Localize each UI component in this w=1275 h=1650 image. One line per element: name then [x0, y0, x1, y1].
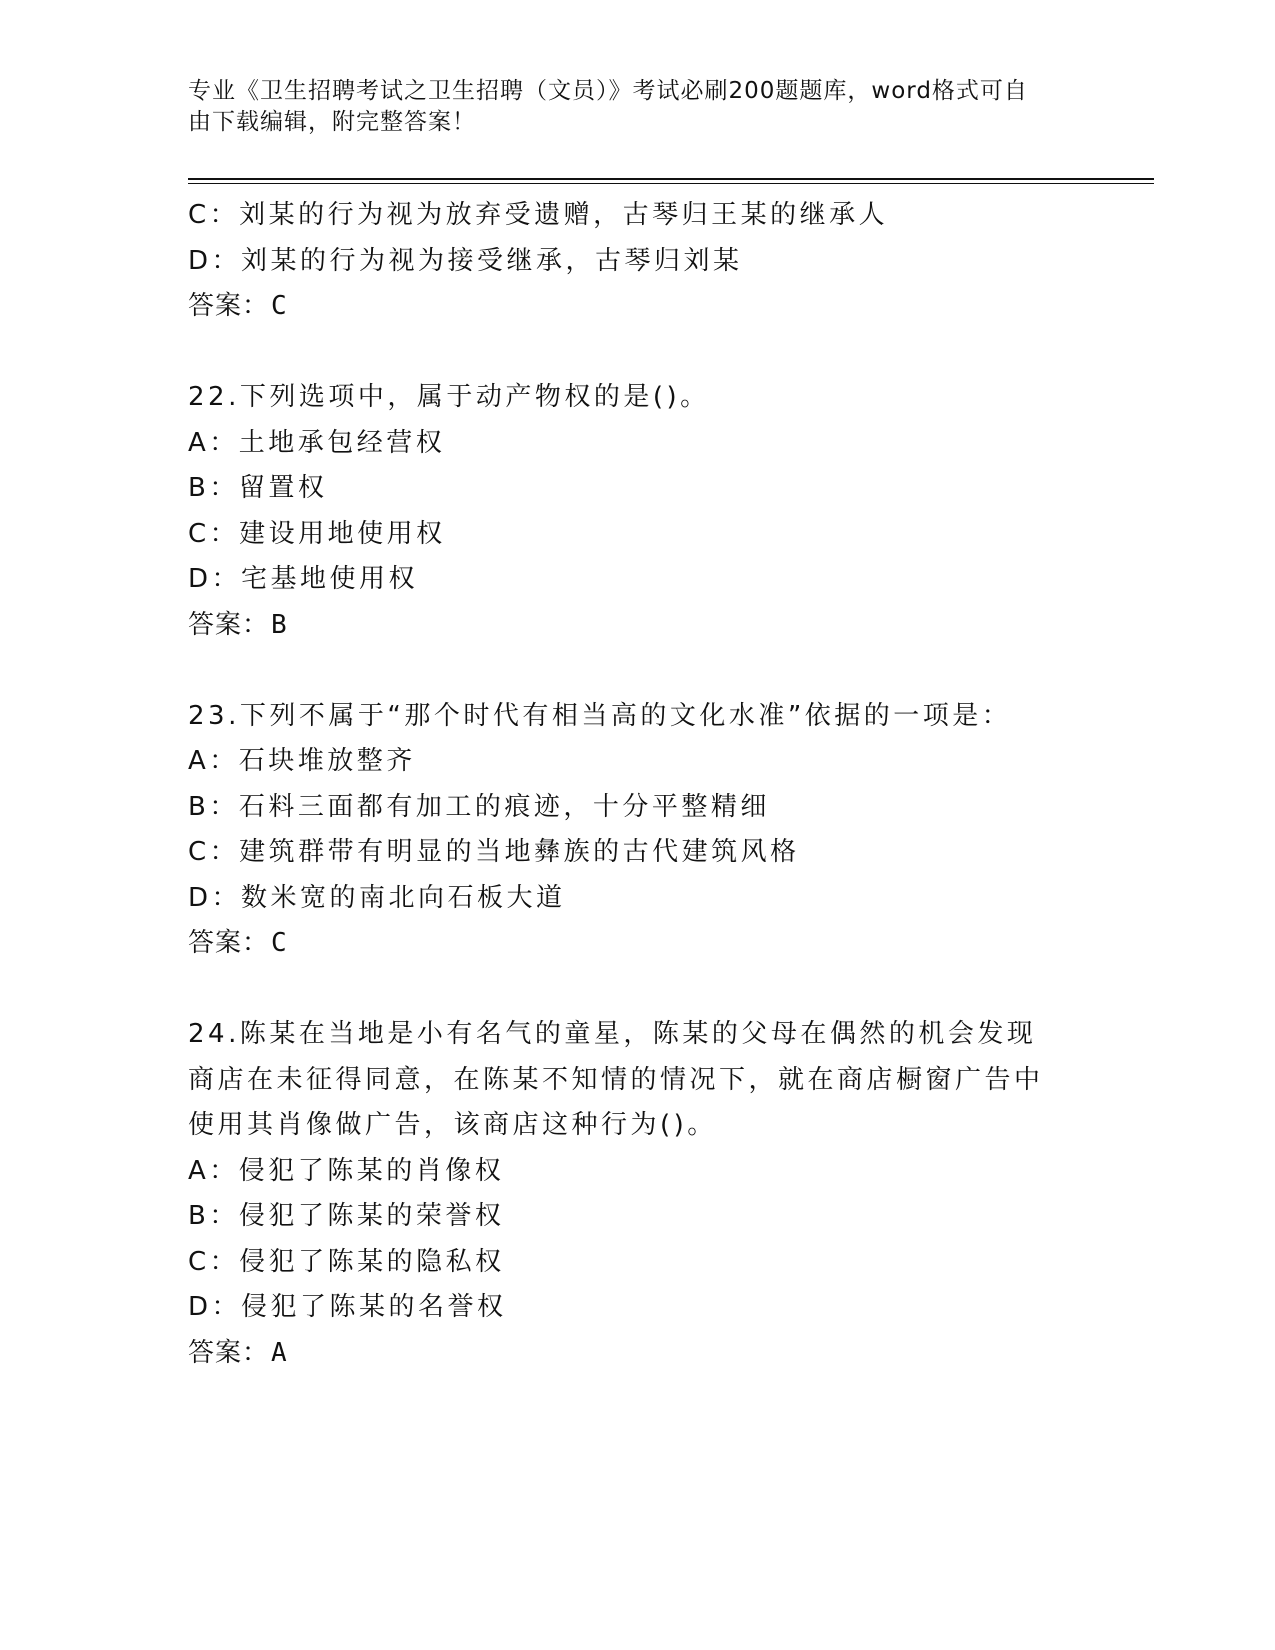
answer-value: C: [271, 291, 288, 321]
option-d: D：宅基地使用权: [188, 564, 419, 594]
answer-value: A: [271, 1337, 288, 1368]
question-24: [188, 1012, 1088, 1376]
question-23: [188, 694, 1088, 967]
answer-label: 答案：: [188, 291, 270, 321]
option-a: A：土地承包经营权: [188, 427, 446, 458]
option-d: D：数米宽的南北向石板大道: [188, 882, 566, 913]
spacer: [188, 648, 1088, 694]
option-d: D：侵犯了陈某的名誉权: [188, 1292, 507, 1322]
document-header: 专业《卫生招聘考试之卫生招聘（文员）》考试必刷200题题库，word格式可自 由下载编辑，附完整答案！: [188, 78, 1028, 135]
option-d: D：刘某的行为视为接受继承，古琴归刘某: [188, 245, 743, 276]
option-b: B：留置权: [188, 473, 328, 503]
option-c: C：建筑群带有明显的当地彝族的古代建筑风格: [188, 837, 800, 867]
answer-label: 答案：: [188, 1337, 270, 1368]
option-c: C：侵犯了陈某的隐私权: [188, 1246, 505, 1277]
option-b: B：石料三面都有加工的痕迹，十分平整精细: [188, 791, 770, 822]
option-a: A：石块堆放整齐: [188, 746, 416, 776]
answer-line: [188, 284, 1088, 330]
question-stem: 22.下列选项中，属于动产物权的是()。: [188, 382, 710, 412]
question-22: [188, 375, 1088, 648]
header-divider-thick: [188, 178, 1154, 180]
option-a: A：侵犯了陈某的肖像权: [188, 1155, 505, 1186]
spacer: [188, 330, 1088, 376]
header-divider-thin: [188, 183, 1154, 184]
question-21-continued: [188, 193, 1088, 330]
option-c: C：建设用地使用权: [188, 518, 446, 549]
option-b: B：侵犯了陈某的荣誉权: [188, 1201, 505, 1231]
answer-line: [188, 603, 1088, 649]
answer-line: [188, 1331, 1088, 1377]
answer-label: 答案：: [188, 928, 270, 958]
option-c: C：刘某的行为视为放弃受遗赠，古琴归王某的继承人: [188, 200, 889, 230]
answer-value: C: [271, 928, 288, 958]
question-content: [188, 193, 1088, 1376]
answer-label: 答案：: [188, 609, 270, 640]
answer-value: B: [271, 609, 288, 640]
question-stem: 23.下列不属于“那个时代有相当高的文化水准”依据的一项是：: [188, 700, 1012, 731]
question-stem: 24.陈某在当地是小有名气的童星，陈某的父母在偶然的机会发现商店在未征得同意，在陈某不知情的情况下，就在商店橱窗广告中使用其肖像做广告，该商店这种行为()。: [188, 1019, 1044, 1140]
answer-line: [188, 921, 1088, 967]
spacer: [188, 967, 1088, 1013]
